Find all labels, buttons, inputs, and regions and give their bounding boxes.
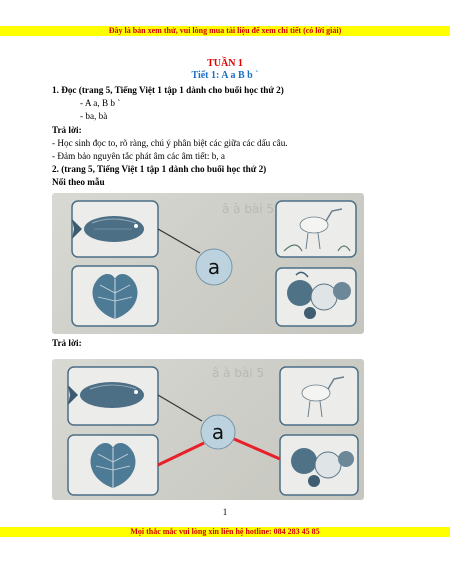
section1-item: - A a, B b ` <box>80 98 121 108</box>
section2-heading: 2. (trang 5, Tiếng Việt 1 tập 1 dành cho buổi học thứ 2) <box>52 164 267 174</box>
exercise-image <box>52 193 364 334</box>
sample-connector <box>158 395 202 421</box>
section1-heading: 1. Đọc (trang 5, Tiếng Việt 1 tập 1 dành cho buổi học thứ 2) <box>52 85 284 95</box>
answer-image <box>52 359 364 500</box>
answer-label: Trả lời: <box>52 338 82 348</box>
svg-text:â à bài 5: â à bài 5 <box>222 202 275 216</box>
page-number: 1 <box>222 507 228 517</box>
answer-connector-leaf <box>158 443 204 465</box>
answer-line: - Đảm bảo nguyên tắc phát âm các âm tiết: b, a <box>52 151 225 161</box>
section1-item: - ba, bà <box>80 111 108 121</box>
hotline-notice: Mọi thắc mắc vui lòng xin liên hệ hotline: 084 283 45 85 <box>0 527 450 537</box>
center-letter: a <box>211 420 225 444</box>
center-letter: a <box>207 255 221 279</box>
week-title: TUẦN 1 <box>207 58 243 69</box>
sample-connector <box>158 229 200 253</box>
answer-line: - Học sinh đọc to, rõ ràng, chú ý phân biệt các giữa các dấu câu. <box>52 138 288 148</box>
answer-connector-fruit <box>234 439 280 459</box>
answer-label: Trả lời: <box>52 125 82 135</box>
svg-text:â à bài 5: â à bài 5 <box>212 366 265 380</box>
section2-subheading: Nối theo mẫu <box>52 177 105 187</box>
lesson-title: Tiết 1: A a B b ` <box>191 70 259 81</box>
preview-notice: Đây là bản xem thử, vui lòng mua tài liệu để xem chi tiết (có lời giải) <box>0 26 450 36</box>
